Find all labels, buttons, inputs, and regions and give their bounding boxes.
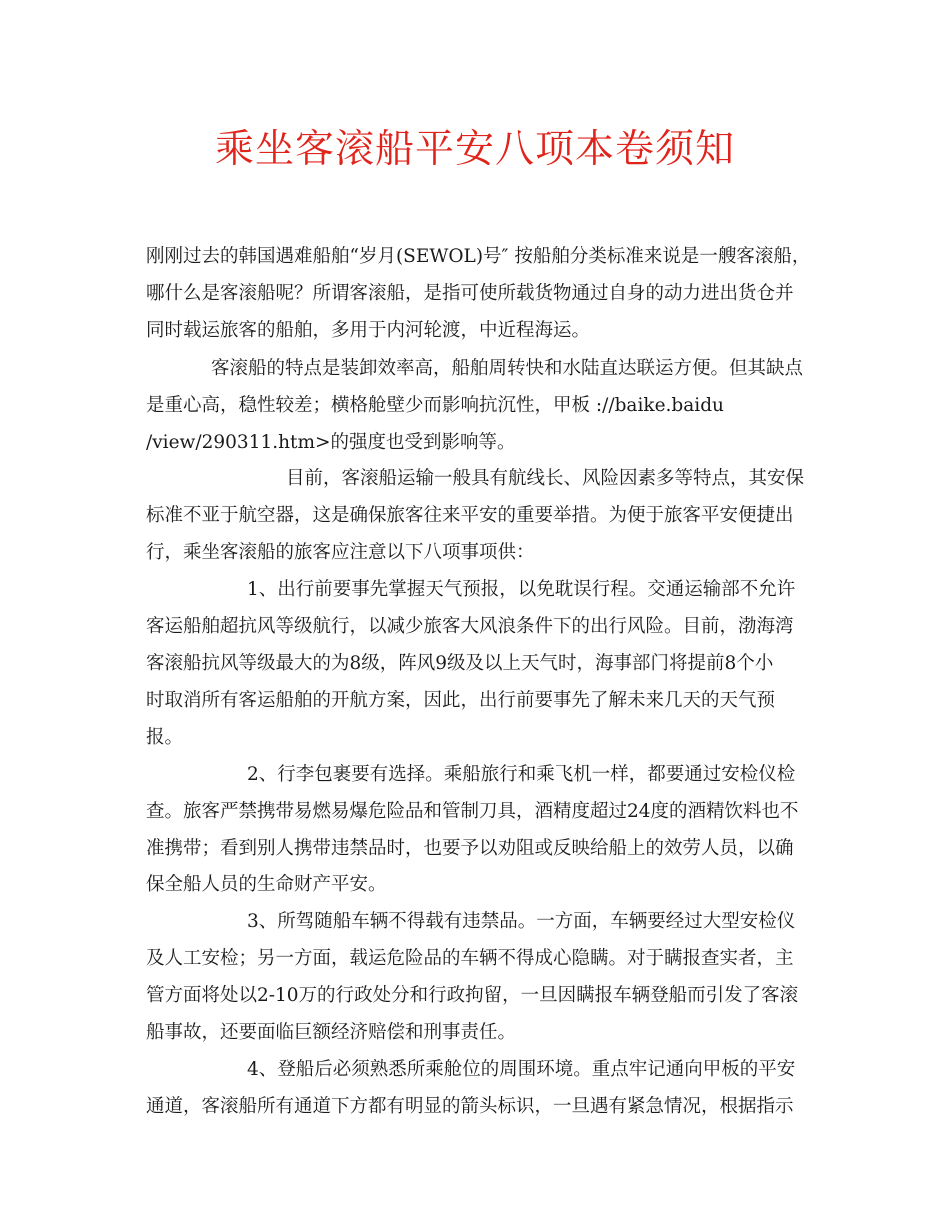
paragraph-2-line-2: 是重心高，稳性较差；横格舱壁少而影响抗沉性，甲板 ://baike.baidu: [146, 395, 724, 416]
paragraph-3-line-3: 行，乘坐客滚船的旅客应注意以下八项事项供：: [146, 542, 535, 563]
paragraph-3-line-2: 标准不亚于航空器，这是确保旅客往来平安的重要举措。为便于旅客平安便捷出: [146, 505, 794, 526]
item-2-line-2: 查。旅客严禁携带易燃易爆危险品和管制刀具，酒精度超过24度的酒精饮料也不: [146, 801, 799, 822]
paragraph-1-line-2: 哪什么是客滚船呢？所谓客滚船，是指可使所载货物通过自身的动力进出货仓并: [146, 283, 794, 304]
item-2-line-1: 2、行李包裹要有选择。乘船旅行和乘飞机一样，都要通过安检仪检: [247, 764, 796, 785]
paragraph-2-line-3: /view/290311.htm>的强度也受到影响等。: [146, 432, 516, 453]
paragraph-1-line-3: 同时载运旅客的船舶，多用于内河轮渡，中近程海运。: [146, 320, 591, 341]
item-1-line-4: 时取消所有客运船舶的开航方案，因此，出行前要事先了解未来几天的天气预: [146, 690, 776, 711]
paragraph-2-line-1: 客滚船的特点是装卸效率高，船舶周转快和水陆直达联运方便。但其缺点: [211, 358, 804, 379]
item-4-line-1: 4、登船后必须熟悉所乘舱位的周围环境。重点牢记通向甲板的平安: [247, 1059, 796, 1080]
page-title: 乘坐客滚船平安八项本卷须知: [214, 127, 735, 172]
item-1-line-2: 客运船舶超抗风等级航行，以减少旅客大风浪条件下的出行风险。目前，渤海湾: [146, 616, 794, 637]
paragraph-3-line-1: 目前，客滚船运输一般具有航线长、风险因素多等特点，其安保: [286, 468, 805, 489]
item-1-line-3: 客滚船抗风等级最大的为8级，阵风9级及以上天气时，海事部门将提前8个小: [146, 653, 774, 674]
item-3-line-2: 及人工安检；另一方面，载运危险品的车辆不得成心隐瞒。对于瞒报查实者，主: [146, 948, 794, 969]
item-3-line-1: 3、所驾随船车辆不得载有违禁品。一方面，车辆要经过大型安检仪: [247, 911, 796, 932]
item-2-line-4: 保全船人员的生命财产平安。: [146, 874, 387, 895]
paragraph-1-line-1: 刚刚过去的韩国遇难船舶“岁月(SEWOL)号″ 按船舶分类标准来说是一艘客滚船，: [146, 246, 811, 267]
item-2-line-3: 准携带；看到别人携带违禁品时，也要予以劝阻或反映给船上的效劳人员，以确: [146, 838, 794, 859]
item-3-line-3: 管方面将处以2-10万的行政处分和行政拘留，一旦因瞒报车辆登船而引发了客滚: [146, 985, 799, 1006]
item-1-line-1: 1、出行前要事先掌握天气预报，以免耽误行程。交通运输部不允许: [247, 579, 796, 600]
item-3-line-4: 船事故，还要面临巨额经济赔偿和刑事责任。: [146, 1022, 517, 1043]
item-4-line-2: 通道，客滚船所有通道下方都有明显的箭头标识，一旦遇有紧急情况，根据指示: [146, 1096, 794, 1117]
item-1-line-5: 报。: [146, 727, 184, 748]
